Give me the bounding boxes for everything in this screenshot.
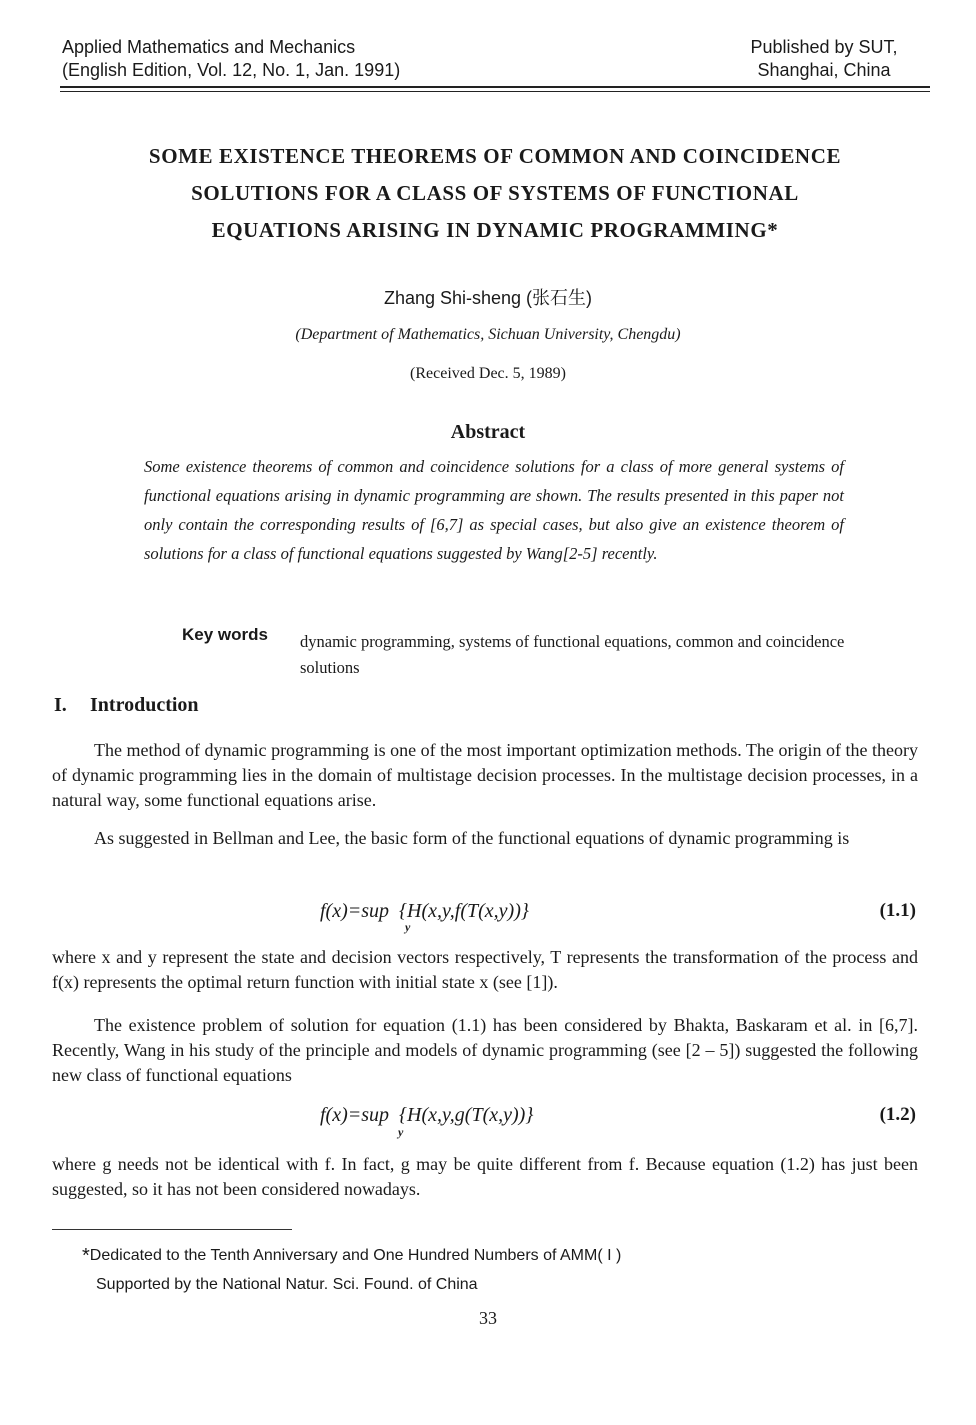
- publisher-location: Shanghai, China: [757, 60, 891, 80]
- footnote-marker: *: [82, 1245, 90, 1267]
- keywords-text: dynamic programming, systems of functional equations, common and coincidence solutions: [300, 632, 845, 677]
- author: Zhang Shi-sheng (张石生): [383, 288, 593, 308]
- equation-1-2-body: [320, 1104, 533, 1127]
- footnote-dedication-text: Dedicated to the Tenth Anniversary and One Hundred Numbers of AMM( I ): [89, 1247, 622, 1264]
- section-number: I.: [54, 694, 67, 716]
- running-header-right: [724, 36, 924, 82]
- received-date: (Received Dec. 5, 1989): [410, 365, 566, 382]
- equation-1-1-label: (1.1): [879, 900, 916, 921]
- header-rule-thin: [60, 91, 930, 92]
- paragraph-2: As suggested in Bellman and Lee, the basic form of the functional equations of dynamic programming is: [94, 828, 850, 848]
- equation-1-1-sup-index: y: [405, 920, 411, 934]
- paragraph-4: The existence problem of solution for equation (1.1) has been considered by Bhakta, Baskaram et al. in [6,7]. Recently, Wang in his study of the principle and models of dynamic programming (see [2 – 5]) suggested the following new class of functional equations: [52, 1015, 918, 1085]
- equation-1-2-lhs: f(x)=sup: [320, 1104, 390, 1126]
- section-heading: [54, 694, 199, 717]
- equation-1-1-body: [320, 900, 529, 923]
- title-line-3: EQUATIONS ARISING IN DYNAMIC PROGRAMMING*: [211, 218, 779, 242]
- footnote-funding: Supported by the National Natur. Sci. Found. of China: [96, 1276, 478, 1293]
- running-header-left: [62, 36, 522, 82]
- title-line-1: SOME EXISTENCE THEOREMS OF COMMON AND COINCIDENCE: [148, 144, 842, 168]
- footnote-dedication: [82, 1245, 621, 1268]
- paragraph-1: The method of dynamic programming is one of the most important optimization methods. The origin of the theory of dynamic programming lies in the domain of multistage decision processes. In the multistage decision processes, in a natural way, some functional equations arise.: [52, 740, 918, 810]
- equation-1-1-lhs: f(x)=sup: [320, 900, 390, 922]
- page-number: 33: [479, 1308, 497, 1328]
- title-line-2: SOLUTIONS FOR A CLASS OF SYSTEMS OF FUNCTIONAL: [191, 181, 799, 205]
- equation-1-2-label: (1.2): [879, 1104, 916, 1125]
- equation-1-2-rhs: {H(x,y,g(T(x,y))}: [399, 1104, 534, 1126]
- affiliation: (Department of Mathematics, Sichuan University, Chengdu): [295, 326, 681, 343]
- section-title: Introduction: [90, 694, 199, 716]
- paragraph-5: where g needs not be identical with f. In fact, g may be quite different from f. Because equation (1.2) has just been suggested, so it has not been considered nowadays.: [52, 1154, 918, 1199]
- header-rule-thick: [60, 86, 930, 88]
- keywords-label: Key words: [182, 625, 268, 644]
- journal-edition: (English Edition, Vol. 12, No. 1, Jan. 1991): [62, 60, 401, 80]
- journal-name: Applied Mathematics and Mechanics: [62, 37, 356, 57]
- equation-1-1-rhs: {H(x,y,f(T(x,y))}: [399, 900, 529, 922]
- abstract-text: Some existence theorems of common and coincidence solutions for a class of more general systems of functional equations arising in dynamic programming are shown. The results presented in this paper not only contain the corresponding results of [6,7] as special cases, but also give an existence theorem of solutions for a class of functional equations suggested by Wang[2-5] recently.: [144, 457, 844, 563]
- abstract-heading: Abstract: [450, 421, 526, 443]
- footnote-rule: [52, 1229, 292, 1230]
- equation-1-2-sup-index: y: [398, 1125, 404, 1139]
- paragraph-3: where x and y represent the state and decision vectors respectively, T represents the transformation of the process and f(x) represents the optimal return function with initial state x (see [1]).: [52, 947, 918, 992]
- paper-title: [60, 138, 930, 249]
- publisher: Published by SUT,: [750, 37, 898, 57]
